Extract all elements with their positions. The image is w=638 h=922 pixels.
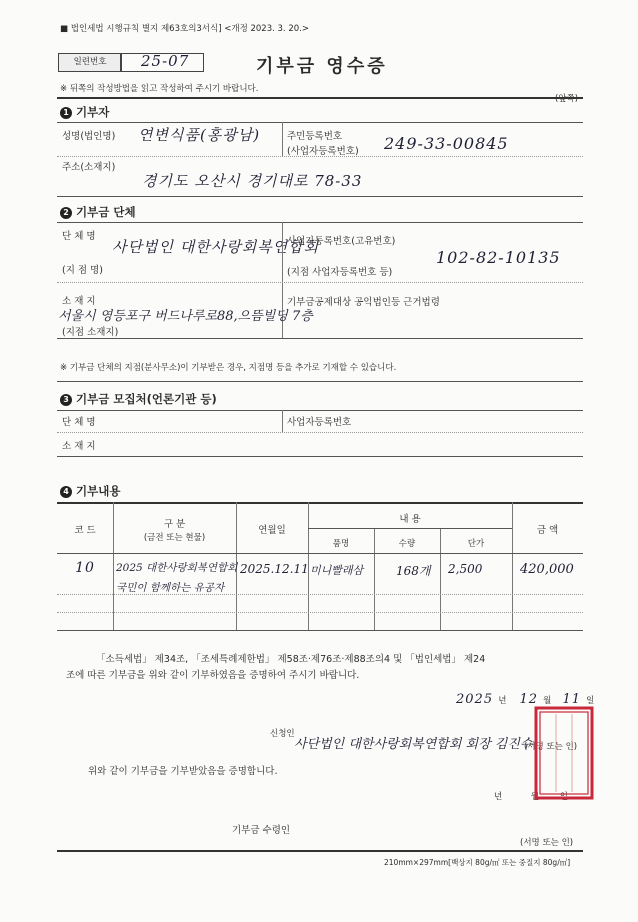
page-title: 기부금 영수증 bbox=[256, 56, 388, 77]
org-branch-label: (지 점 명) bbox=[62, 265, 103, 276]
donor-address-value: 경기도 오산시 경기대로 78-33 bbox=[142, 172, 363, 190]
recipient-sign-label: (서명 또는 인) bbox=[520, 838, 574, 848]
row-category-line1: 2025 대한사랑회복연합회 bbox=[116, 562, 238, 574]
serial-value: 25-07 bbox=[141, 52, 190, 70]
serial-label: 일련번호 bbox=[58, 53, 122, 72]
row-date: 2025.12.11 bbox=[240, 562, 309, 576]
donor-name-value: 연변식품(홍광남) bbox=[138, 126, 261, 144]
org-basis-label: 기부금공제대상 공익법인등 근거법령 bbox=[287, 297, 440, 308]
row-item: 미니빨래삼 bbox=[310, 564, 364, 577]
col-unit-price-header: 단가 bbox=[467, 539, 485, 549]
org-reg-value: 102-82-10135 bbox=[436, 248, 561, 267]
solicitor-location-label: 소 재 지 bbox=[62, 441, 96, 452]
donor-address-label: 주소(소재지) bbox=[62, 162, 116, 173]
org-name-label: 단 체 명 bbox=[62, 231, 96, 242]
applicant-sign-label: (서명 또는 인) bbox=[524, 742, 578, 752]
org-name-value: 사단법인 대한사랑회복연합회 bbox=[112, 238, 320, 256]
donor-id-value: 249-33-00845 bbox=[384, 134, 509, 153]
donor-id-label-1: 주민등록번호 bbox=[287, 131, 343, 142]
law-text-line2: 조에 따른 기부금을 위와 같이 기부하였음을 증명하여 주시기 바랍니다. bbox=[66, 670, 360, 681]
org-branch-reg-label: (지점 사업자등록번호 등) bbox=[287, 267, 393, 278]
page-side-label: (앞쪽) bbox=[555, 94, 579, 104]
instruction-note: ※ 뒤쪽의 작성방법을 읽고 작성하여 주시기 바랍니다. bbox=[60, 84, 259, 94]
section-number-badge: 1 bbox=[60, 107, 72, 119]
section-donation-title: 4 기부내용 bbox=[60, 483, 120, 499]
solicitor-reg-label: 사업자등록번호 bbox=[287, 417, 352, 428]
receipt-date: 년 월 일 bbox=[494, 792, 569, 802]
row-category-line2: 국민이 함께하는 유공자 bbox=[116, 582, 225, 594]
col-qty-header: 수량 bbox=[398, 539, 416, 549]
law-text-line1: 「소득세법」 제34조, 「조세특례제한법」 제58조·제76조·제88조의4 및 「법인세법」 제24 bbox=[96, 654, 486, 665]
row-amount: 420,000 bbox=[520, 562, 574, 577]
col-code-header: 코 드 bbox=[74, 525, 96, 536]
application-date: 2025 년 12 월 11 일 bbox=[456, 692, 595, 707]
applicant-value: 사단법인 대한사랑회복연합회 회장 김진수 bbox=[294, 737, 533, 752]
col-date-header: 연월일 bbox=[258, 525, 286, 536]
received-statement: 위와 같이 기부금을 기부받았음을 증명합니다. bbox=[88, 766, 278, 777]
form-rule-note: ■ 법인세법 시행규칙 별지 제63호의3서식] <개정 2023. 3. 20.> bbox=[60, 24, 309, 34]
row-unit-price: 2,500 bbox=[448, 562, 483, 576]
section-number-badge: 4 bbox=[60, 486, 72, 498]
org-location-label: 소 재 지 bbox=[62, 296, 96, 307]
section-number-badge: 3 bbox=[60, 394, 72, 406]
applicant-label: 신청인 bbox=[270, 729, 295, 739]
section-organization-title: 2 기부금 단체 bbox=[60, 204, 136, 220]
col-item-header: 품명 bbox=[332, 539, 350, 549]
recipient-label: 기부금 수령인 bbox=[232, 825, 291, 836]
org-location-value: 서울시 영등포구 버드나루로88,으뜸빌딩 7층 bbox=[58, 309, 313, 324]
col-content-header: 내 용 bbox=[399, 514, 421, 525]
section-donor-title: 1 기부자 bbox=[60, 104, 109, 120]
org-branch-location-label: (지점 소재지) bbox=[62, 327, 119, 338]
paper-spec: 210mm×297mm[백상지 80g/㎡ 또는 중질지 80g/㎡] bbox=[384, 858, 571, 867]
col-category-header: 구 분 bbox=[163, 519, 186, 530]
donor-name-label: 성명(법인명) bbox=[62, 131, 116, 142]
solicitor-name-label: 단 체 명 bbox=[62, 417, 96, 428]
col-amount-header: 금 액 bbox=[536, 525, 559, 536]
serial-value-box bbox=[120, 53, 204, 72]
org-branch-note: ※ 기부금 단체의 지점(분사무소)이 기부받은 경우, 지점명 등을 추가로 기재할 수 있습니다. bbox=[60, 363, 397, 373]
row-code: 10 bbox=[75, 560, 95, 576]
top-rule bbox=[57, 97, 583, 99]
section-number-badge: 2 bbox=[60, 207, 72, 219]
row-qty: 168개 bbox=[396, 564, 431, 578]
organization-seal-stamp bbox=[534, 706, 594, 800]
section-solicitor-title: 3 기부금 모집처(언론기관 등) bbox=[60, 391, 217, 407]
org-reg-label: 사업자등록번호(고유번호) bbox=[287, 236, 396, 247]
donor-id-label-2: (사업자등록번호) bbox=[287, 146, 359, 157]
col-category-sub-header: (금전 또는 현물) bbox=[143, 533, 206, 543]
